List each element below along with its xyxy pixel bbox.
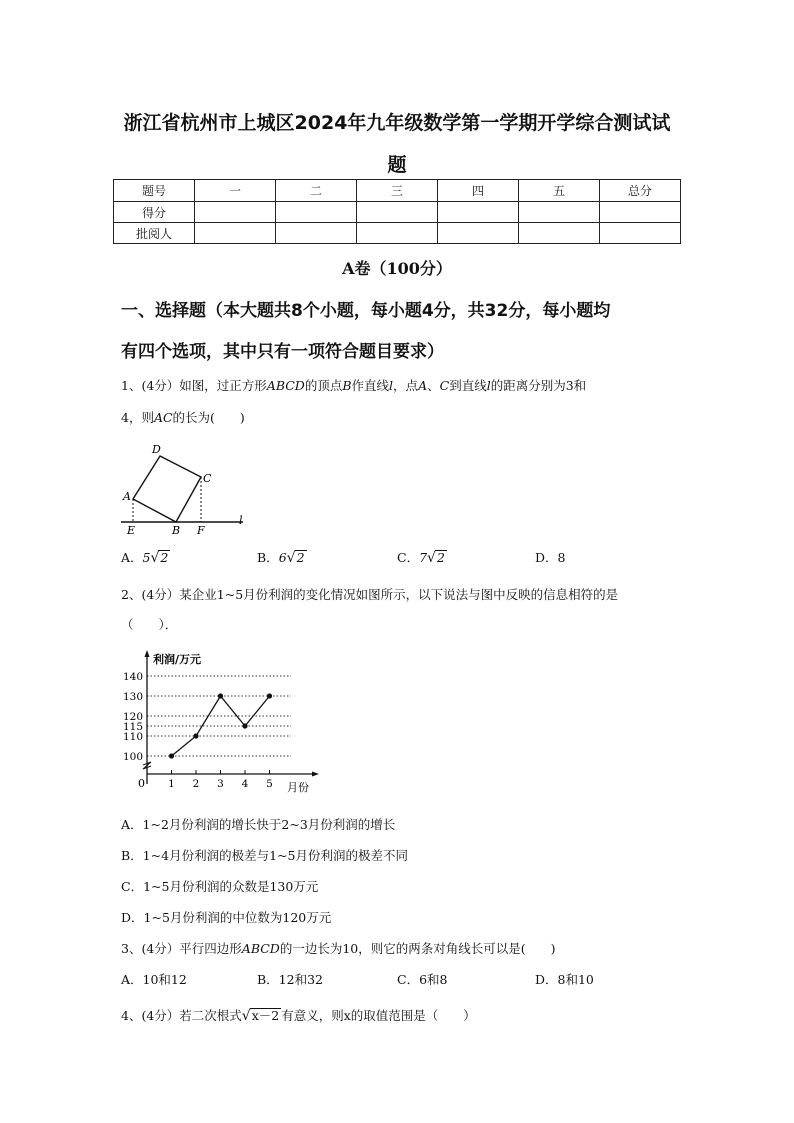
header-cell: 三 <box>357 180 438 202</box>
reviewer-cell <box>195 223 276 244</box>
q1-text-part: 到直线 <box>449 378 487 393</box>
q1-text-part: ，点 <box>393 378 419 393</box>
question-1-text <box>121 376 586 394</box>
label-e: E <box>127 524 136 537</box>
q1-option-d[interactable] <box>535 548 565 566</box>
question-2-text: 2、(4分）某企业1~5月份利润的变化情况如图所示，以下说法与图中反映的信息相符的是 <box>121 587 619 602</box>
option-letter: C． <box>397 550 420 565</box>
q1-option-a[interactable] <box>121 548 170 566</box>
q1-var: l <box>486 378 491 393</box>
header-cell: 题号 <box>114 180 195 202</box>
option-letter: A． <box>121 550 143 565</box>
q1-var: A <box>418 378 428 393</box>
header-cell: 一 <box>195 180 276 202</box>
q1-option-b[interactable] <box>257 548 307 566</box>
q1-text-part: 作直线 <box>351 378 390 393</box>
x-tick-group <box>168 770 273 790</box>
radical-sign: √ <box>427 550 436 566</box>
question-1-text-continued <box>121 408 245 426</box>
q1-option-c[interactable] <box>397 548 447 566</box>
radical-sign: √ <box>150 550 160 566</box>
square-figure <box>115 438 255 538</box>
data-point <box>193 733 198 738</box>
x-axis-arrow <box>312 772 319 777</box>
section-a-heading: A卷（100分） <box>342 259 452 278</box>
reviewer-cell <box>600 223 681 244</box>
q1-var: l <box>389 378 394 393</box>
q1-text-part: 、 <box>427 378 440 393</box>
q1-text-part: 4，则 <box>121 410 154 425</box>
chart-grid <box>147 676 291 756</box>
x-tick-label: 3 <box>217 778 224 790</box>
axis-break-mark <box>143 762 151 769</box>
x-tick-label: 1 <box>168 778 175 790</box>
question-4-text <box>121 1006 476 1024</box>
q1-text-part: 的顶点 <box>304 378 343 393</box>
label-l: l <box>239 514 243 527</box>
option-letter: B． <box>257 550 279 565</box>
score-cell <box>276 202 357 223</box>
score-table <box>113 179 681 244</box>
origin-label: 0 <box>138 777 145 790</box>
score-cell <box>438 202 519 223</box>
q3-option-a[interactable]: A．10和12 <box>121 972 187 987</box>
header-cell: 二 <box>276 180 357 202</box>
y-tick-group <box>123 671 143 763</box>
label-a: A <box>123 490 131 503</box>
section-heading: 一、选择题（本大题共8个小题，每小题4分，共32分，每小题均 <box>121 301 611 321</box>
q3-option-b[interactable]: B．12和32 <box>257 972 323 987</box>
option-coef: 7 <box>419 550 428 565</box>
option-radicand: 2 <box>436 550 445 565</box>
q3-text-part: 3、(4分）平行四边形 <box>121 941 242 956</box>
profit-line-chart <box>115 648 325 796</box>
q1-text-part: 的长为( ) <box>172 410 245 425</box>
score-table-header-row <box>114 180 681 202</box>
option-coef: 5 <box>142 550 151 565</box>
y-tick-label: 120 <box>122 711 143 723</box>
data-point <box>267 693 272 698</box>
x-tick-label: 2 <box>192 778 200 790</box>
data-point <box>242 723 247 728</box>
reviewer-cell <box>519 223 600 244</box>
option-letter: D． <box>535 550 558 565</box>
header-cell: 五 <box>519 180 600 202</box>
label-d: D <box>152 443 161 456</box>
reviewer-row <box>114 223 681 244</box>
question-3-text <box>121 939 556 957</box>
q1-var: AC <box>153 410 173 425</box>
header-cell: 总分 <box>600 180 681 202</box>
page-title: 浙江省杭州市上城区2024年九年级数学第一学期开学综合测试试 <box>123 112 671 134</box>
q4-text-part: 4、(4分）若二次根式 <box>121 1008 242 1023</box>
option-radicand: 2 <box>296 550 305 565</box>
q2-option-a[interactable]: A．1~2月份利润的增长快于2~3月份利润的增长 <box>121 817 396 832</box>
section-heading-continued: 有四个选项，其中只有一项符合题目要求） <box>121 342 444 362</box>
option-text: 8 <box>557 550 566 565</box>
q2-option-c[interactable]: C．1~5月份利润的众数是130万元 <box>121 879 319 894</box>
q3-text-part: 的一边长为10，则它的两条对角线长可以是( ) <box>279 941 556 956</box>
y-tick-label: 110 <box>122 731 143 743</box>
x-tick-label: 5 <box>266 778 273 790</box>
question-2-text-continued: （ ）． <box>121 617 178 632</box>
reviewer-cell <box>438 223 519 244</box>
header-cell: 四 <box>438 180 519 202</box>
row-label: 批阅人 <box>114 223 195 244</box>
data-point <box>169 753 174 758</box>
score-cell <box>600 202 681 223</box>
q2-option-b[interactable]: B．1~4月份利润的极差与1~5月份利润的极差不同 <box>121 848 408 863</box>
q3-option-d[interactable]: D．8和10 <box>535 972 594 987</box>
score-cell <box>195 202 276 223</box>
q4-text-part: 有意义，则x的取值范围是（ ） <box>281 1008 476 1023</box>
data-point <box>218 693 223 698</box>
score-row <box>114 202 681 223</box>
q1-var: C <box>439 378 450 393</box>
reviewer-cell <box>276 223 357 244</box>
q1-var: B <box>342 378 352 393</box>
score-cell <box>357 202 438 223</box>
y-tick-label: 140 <box>122 671 143 683</box>
label-b: B <box>172 524 181 537</box>
q4-radicand: x－2 <box>251 1008 280 1023</box>
q2-option-d[interactable]: D．1~5月份利润的中位数为120万元 <box>121 910 332 925</box>
option-coef: 6 <box>278 550 287 565</box>
label-c: C <box>203 472 212 485</box>
y-tick-label: 100 <box>122 751 143 763</box>
radical-sign: √ <box>241 1008 251 1024</box>
y-axis-label: 利润/万元 <box>153 653 202 666</box>
label-f: F <box>197 524 205 537</box>
q3-var: ABCD <box>241 941 280 956</box>
x-axis-label: 月份 <box>287 781 309 794</box>
y-axis-arrow <box>145 650 150 657</box>
q1-text-part: 的距离分别为3和 <box>490 378 587 393</box>
x-tick-label: 4 <box>241 778 249 790</box>
y-tick-label: 130 <box>122 691 143 703</box>
y-tick-label: 115 <box>122 721 143 733</box>
q3-option-c[interactable]: C．6和8 <box>397 972 448 987</box>
q1-text-part: 1、(4分）如图，过正方形 <box>121 378 267 393</box>
reviewer-cell <box>357 223 438 244</box>
q1-var: ABCD <box>266 378 305 393</box>
score-cell <box>519 202 600 223</box>
option-radicand: 2 <box>160 550 169 565</box>
radical-sign: √ <box>286 550 296 566</box>
page-title-continued: 题 <box>387 154 407 176</box>
square-abcd <box>133 456 201 522</box>
row-label: 得分 <box>114 202 195 223</box>
